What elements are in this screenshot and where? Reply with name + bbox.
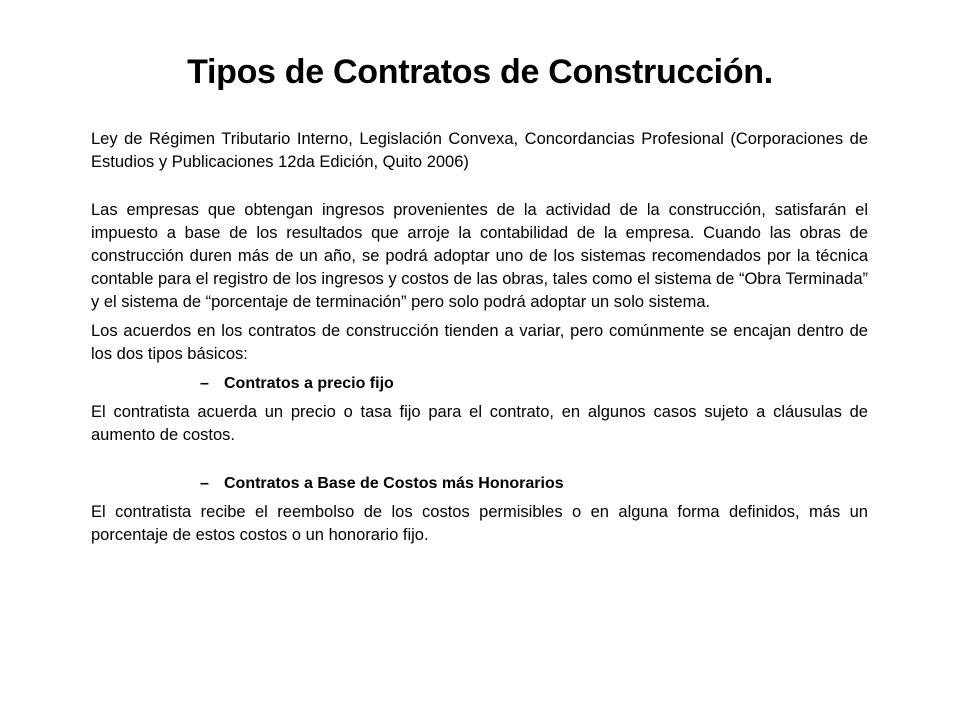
contract-type-heading-label: Contratos a Base de Costos más Honorarios <box>224 475 564 492</box>
paragraph-contract-types-intro: Los acuerdos en los contratos de construcción tienden a variar, pero comúnmente se encajan dentro de los dos tipos básicos: <box>91 322 868 363</box>
contract-type-description-cost-plus: El contratista recibe el reembolso de los costos permisibles o en alguna forma definidos, más un porcentaje de estos costos o un honorario fijo. <box>91 503 868 544</box>
slide-title: Tipos de Contratos de Construcción. <box>187 53 773 91</box>
paragraph-tax-regime: Las empresas que obtengan ingresos provenientes de la actividad de la construcción, satisfarán el impuesto a base de los resultados que arroje la contabilidad de la empresa. Cuando las obras de construcción duren más de un año, se podrá adoptar uno de los sistemas recomendados por la técnica contable para el registro de los ingresos y costos de las obras, tales como el sistema de “Obra Terminada” y el sistema de “porcentaje de terminación” pero solo podrá adoptar un solo sistema. <box>91 201 868 311</box>
slide-body <box>91 128 868 547</box>
contract-type-heading-cost-plus <box>91 472 868 495</box>
reference-citation: Ley de Régimen Tributario Interno, Legislación Convexa, Concordancias Profesional (Corporaciones de Estudios y Publicaciones 12da Edición, Quito 2006) <box>91 130 868 171</box>
contract-type-heading-fixed-price <box>91 372 868 395</box>
bullet-dash: – <box>200 475 209 492</box>
contract-type-heading-label: Contratos a precio fijo <box>224 375 394 392</box>
contract-type-description-fixed-price: El contratista acuerda un precio o tasa fijo para el contrato, en algunos casos sujeto a cláusulas de aumento de costos. <box>91 403 868 444</box>
bullet-dash: – <box>200 375 209 392</box>
